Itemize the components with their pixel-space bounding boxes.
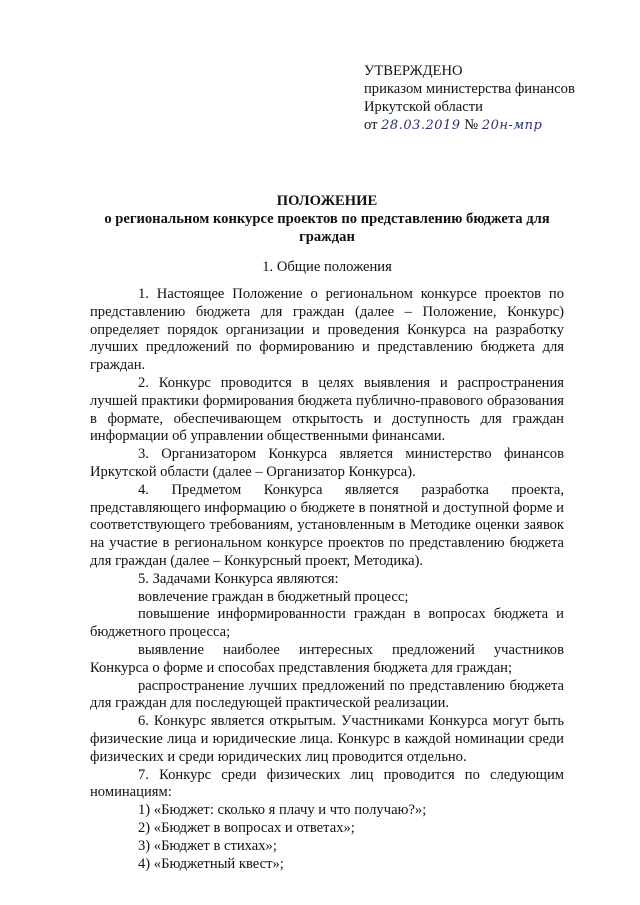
handwritten-date: 28.03.2019 xyxy=(381,118,461,133)
handwritten-number: 20н-мпр xyxy=(481,118,543,133)
document-body xyxy=(90,286,564,873)
paragraph: 1. Настоящее Положение о региональном конкурсе проектов по представлению бюджета для граждан (далее – Положение, Конкурс) определяет порядок организации и проведения Конкурса на разработку лучших предложений по формированию и представлению бюджета для граждан. xyxy=(90,286,564,374)
paragraph: 7. Конкурс среди физических лиц проводится по следующим номинациям: xyxy=(90,766,564,801)
paragraph: повышение информированности граждан в вопросах бюджета и бюджетного процесса; xyxy=(90,606,564,641)
paragraph: выявление наиболее интересных предложений участников Конкурса о форме и способах представления бюджета для граждан; xyxy=(90,641,564,676)
date-prefix: от xyxy=(364,117,378,133)
paragraph: 4. Предметом Конкурса является разработка проекта, представляющего информацию о бюджете в понятной и доступной форме и соответствующего требованиям, установленным в Методике оценки заявок на участие в региональном конкурсе проектов по представлению бюджета для граждан (далее – Конкурсный проект, Методика). xyxy=(90,481,564,569)
paragraph: 2. Конкурс проводится в целях выявления и распространения лучшей практики формирования бюджета публично-правового образования в формате, обеспечивающем открытость и доступность для граждан информации об управлении общественными финансами. xyxy=(90,374,564,445)
title-main: ПОЛОЖЕНИЕ xyxy=(276,193,378,209)
approval-heading: УТВЕРЖДЕНО xyxy=(364,63,463,79)
paragraph: 3. Организатором Конкурса является министерство финансов Иркутской области (далее – Организатор Конкурса). xyxy=(90,446,564,480)
paragraph: 1) «Бюджет: сколько я плачу и что получаю?»; xyxy=(138,802,427,819)
paragraph: 6. Конкурс является открытым. Участниками Конкурса могут быть физические лица и юридические лица. Конкурс в каждой номинации среди физических и среди юридических лиц проводится отдельно. xyxy=(90,713,564,765)
approval-region-line: Иркутской области xyxy=(364,99,483,115)
paragraph: 2) «Бюджет в вопросах и ответах»; xyxy=(138,819,355,836)
paragraph: 3) «Бюджет в стихах»; xyxy=(138,837,277,854)
paragraph: вовлечение граждан в бюджетный процесс; xyxy=(138,588,409,605)
section-heading: 1. Общие положения xyxy=(262,259,392,275)
approval-date-line xyxy=(364,116,614,135)
title-sub: о региональном конкурсе проектов по представлению бюджета для граждан xyxy=(104,211,550,245)
document-title xyxy=(90,192,564,246)
paragraph: 5. Задачами Конкурса являются: xyxy=(138,570,339,587)
number-prefix: № xyxy=(464,117,479,133)
approval-block xyxy=(364,62,614,135)
approval-order-line: приказом министерства финансов xyxy=(364,81,575,97)
paragraph: 4) «Бюджетный квест»; xyxy=(138,855,284,872)
paragraph: распространение лучших предложений по представлению бюджета для граждан для последующей практической реализации. xyxy=(90,677,564,712)
